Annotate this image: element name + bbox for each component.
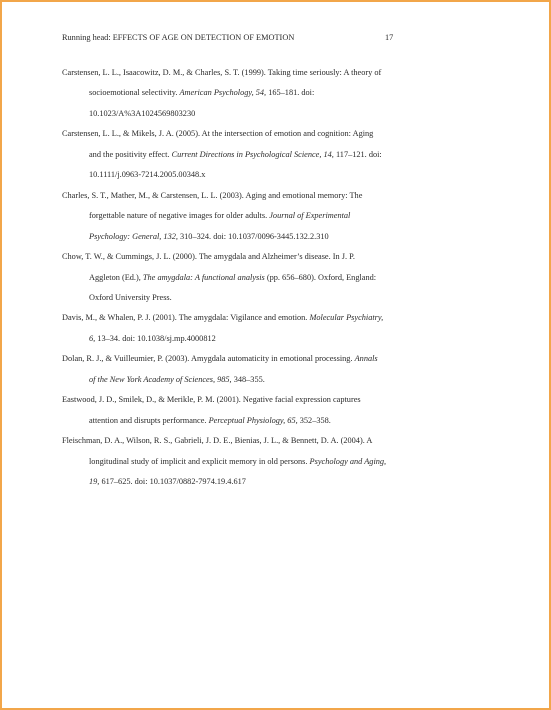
page-header xyxy=(62,33,402,45)
reference-text-segment: socioemotional selectivity. xyxy=(89,88,180,98)
reference-italic-segment: of the New York Academy of Sciences, 985, xyxy=(89,374,232,384)
reference-italic-segment: 6, xyxy=(89,333,96,343)
reference-text-segment: forgettable nature of negative images for older adults. xyxy=(89,211,270,221)
reference-entry xyxy=(62,186,402,247)
reference-text-segment: 165–181. doi: xyxy=(266,88,315,98)
reference-text-segment: Fleischman, D. A., Wilson, R. S., Gabrieli, J. D. E., Bienias, J. L., & Bennett, D. A. (2004). A xyxy=(62,436,373,446)
reference-italic-segment: 19, xyxy=(89,477,100,487)
reference-text-segment: 10.1111/j.0963-7214.2005.00348.x xyxy=(89,170,206,180)
reference-text-segment: longitudinal study of implicit and explicit memory in old persons. xyxy=(89,456,310,466)
reference-italic-segment: Annals xyxy=(354,354,378,364)
reference-italic-segment: Psychology and Aging, xyxy=(309,456,387,466)
reference-list xyxy=(62,63,402,493)
document-page xyxy=(62,33,402,493)
reference-entry xyxy=(62,431,402,492)
reference-italic-segment: The amygdala: A functional analysis xyxy=(142,272,265,282)
reference-text-segment: Dolan, R. J., & Vuilleumier, P. (2003). Amygdala automaticity in emotional processing. xyxy=(62,354,355,364)
reference-text-segment: Carstensen, L. L., Isaacowitz, D. M., & Charles, S. T. (1999). Taking time seriously: A theory of xyxy=(62,68,382,77)
running-head: Running head: EFFECTS OF AGE ON DETECTION OF EMOTION xyxy=(62,33,295,42)
reference-text-segment: 13–34. doi: 10.1038/sj.mp.4000812 xyxy=(95,333,216,343)
reference-entry xyxy=(62,308,402,349)
reference-text-segment: 10.1023/A%3A1024569803230 xyxy=(89,108,196,118)
reference-entry xyxy=(62,349,402,390)
reference-entry xyxy=(62,63,402,124)
reference-entry xyxy=(62,390,402,431)
reference-text-segment: Oxford University Press. xyxy=(89,292,172,302)
reference-italic-segment: Journal of Experimental xyxy=(269,211,351,221)
reference-italic-segment: American Psychology, 54, xyxy=(179,88,267,98)
reference-text-segment: attention and disrupts performance. xyxy=(89,415,209,425)
reference-italic-segment: Current Directions in Psychological Science, 14, xyxy=(171,149,334,159)
reference-entry xyxy=(62,124,402,185)
reference-italic-segment: Perceptual Physiology, 65, xyxy=(208,415,298,425)
page-number: 17 xyxy=(385,33,394,42)
reference-text-segment: (pp. 656–680). Oxford, England: xyxy=(264,272,377,282)
reference-text-segment: 117–121. doi: xyxy=(333,149,382,159)
reference-text-segment: and the positivity effect. xyxy=(89,149,172,159)
reference-text-segment: Davis, M., & Whalen, P. J. (2001). The amygdala: Vigilance and emotion. xyxy=(62,313,310,323)
reference-text-segment: 310–324. doi: 10.1037/0096-3445.132.2.310 xyxy=(177,231,329,241)
reference-italic-segment: Psychology: General, 132, xyxy=(89,231,178,241)
reference-text-segment: 352–358. xyxy=(297,415,331,425)
reference-text-segment: Chow, T. W., & Cummings, J. L. (2000). The amygdala and Alzheimer’s disease. In J. P. xyxy=(62,252,355,262)
reference-text-segment: Charles, S. T., Mather, M., & Carstensen, L. L. (2003). Aging and emotional memory: The xyxy=(62,190,363,200)
reference-text-segment: 617–625. doi: 10.1037/0882-7974.19.4.617 xyxy=(99,477,246,487)
reference-text-segment: Carstensen, L. L., & Mikels, J. A. (2005). At the intersection of emotion and cognition: Aging xyxy=(62,129,374,139)
reference-text-segment: Eastwood, J. D., Smilek, D., & Merikle, P. M. (2001). Negative facial expression captures xyxy=(62,395,361,405)
reference-text-segment: 348–355. xyxy=(231,374,265,384)
reference-entry xyxy=(62,247,402,308)
reference-text-segment: Aggleton (Ed.), xyxy=(89,272,143,282)
reference-italic-segment: Molecular Psychiatry, xyxy=(309,313,384,323)
